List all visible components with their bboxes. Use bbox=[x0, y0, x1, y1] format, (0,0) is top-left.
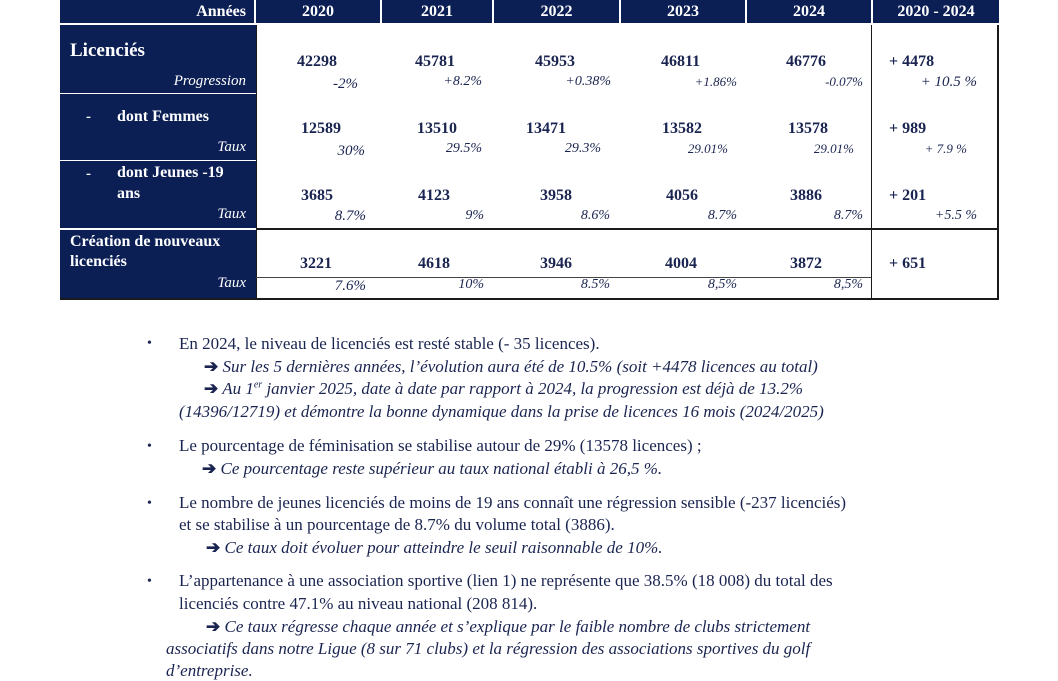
bullet-1-note-3: (14396/12719) et démontre la bonne dynamique dans la prise de licences 16 mois (2024/2025) bbox=[179, 402, 824, 421]
femmes-2023: 13582 bbox=[662, 120, 702, 137]
row-dash-femmes: - bbox=[86, 109, 91, 125]
bullet-4-note-3: d’entreprise. bbox=[166, 661, 253, 680]
taux-femmes-2020: 30% bbox=[337, 143, 365, 159]
bullet-1-text: En 2024, le niveau de licenciés est resté stable (- 35 licences). bbox=[179, 334, 600, 353]
licencies-2022: 45953 bbox=[535, 53, 575, 70]
row-sublabel-taux-creation: Taux bbox=[217, 275, 246, 291]
taux-jeunes-2023: 8.7% bbox=[707, 208, 737, 223]
header-2021: 2021 bbox=[382, 0, 492, 23]
bullet-3-text-line1: Le nombre de jeunes licenciés de moins de 19 ans connaît une régression sensible (-237 licenciés) bbox=[179, 493, 847, 512]
progression-2021: +8.2% bbox=[443, 74, 482, 89]
taux-creation-2023: 8,5% bbox=[707, 277, 737, 292]
bullet-1-note-1: ➔ Sur les 5 dernières années, l’évolution aura été de 10.5% (soit +4478 licences au total) bbox=[204, 357, 818, 376]
progression-total: + 10.5 % bbox=[920, 74, 977, 90]
taux-creation-2021: 10% bbox=[458, 277, 484, 292]
row-label-creation-line1: Création de nouveaux bbox=[70, 233, 221, 250]
bullet-4-note-2: associatifs dans notre Ligue (8 sur 71 clubs) et la régression des associations sportives du golf bbox=[166, 639, 811, 658]
jeunes-2020: 3685 bbox=[301, 187, 333, 204]
bullet-3-marker: • bbox=[147, 496, 152, 511]
creation-2021: 4618 bbox=[418, 255, 450, 272]
taux-jeunes-2021: 9% bbox=[465, 208, 484, 223]
taux-femmes-2021: 29.5% bbox=[445, 141, 482, 156]
header-2024: 2024 bbox=[747, 0, 871, 23]
bullet-4-marker: • bbox=[147, 574, 152, 589]
header-annees: Années bbox=[60, 0, 254, 23]
header-2020: 2020 bbox=[256, 0, 380, 23]
taux-femmes-2022: 29.3% bbox=[564, 141, 601, 156]
header-2020-2024: 2020 - 2024 bbox=[873, 0, 999, 23]
row-label-jeunes-line1: dont Jeunes -19 bbox=[117, 164, 224, 181]
creation-2024: 3872 bbox=[790, 255, 822, 272]
taux-jeunes-2022: 8.6% bbox=[580, 208, 610, 223]
femmes-2024: 13578 bbox=[788, 120, 828, 137]
taux-jeunes-2024: 8.7% bbox=[833, 208, 863, 223]
row-sublabel-progression: Progression bbox=[173, 73, 246, 89]
jeunes-2022: 3958 bbox=[540, 187, 572, 204]
taux-creation-2022: 8.5% bbox=[580, 277, 610, 292]
taux-femmes-total: + 7.9 % bbox=[924, 141, 967, 156]
licencies-2023: 46811 bbox=[661, 53, 701, 70]
bullet-1-note-2: ➔ Au 1er janvier 2025, date à date par rapport à 2024, la progression est déjà de 13.2% bbox=[204, 379, 803, 398]
arrow-icon: ➔ bbox=[206, 538, 221, 557]
femmes-2022: 13471 bbox=[526, 120, 566, 137]
row-label-jeunes-line2: ans bbox=[117, 185, 141, 202]
licencies-total: + 4478 bbox=[889, 53, 935, 70]
row-dash-jeunes: - bbox=[86, 166, 91, 182]
arrow-icon: ➔ bbox=[204, 379, 219, 398]
taux-creation-2020: 7.6% bbox=[334, 278, 366, 294]
jeunes-2023: 4056 bbox=[666, 187, 698, 204]
taux-creation-2024: 8,5% bbox=[833, 277, 863, 292]
progression-2024: -0.07% bbox=[825, 74, 863, 89]
row-sublabel-taux-femmes: Taux bbox=[217, 139, 246, 155]
row-label-creation-line2: licenciés bbox=[70, 253, 127, 270]
licencies-2024: 46776 bbox=[786, 53, 826, 70]
arrow-icon: ➔ bbox=[202, 459, 217, 478]
bullet-2-note-1: ➔ Ce pourcentage reste supérieur au taux national établi à 26,5 %. bbox=[202, 459, 663, 478]
bullet-4-text-line1: L’appartenance à une association sportive (lien 1) ne représente que 38.5% (18 008) du total des bbox=[179, 571, 833, 590]
creation-2023: 4004 bbox=[665, 255, 697, 272]
bullet-1-marker: • bbox=[147, 336, 152, 351]
femmes-2020: 12589 bbox=[301, 120, 341, 137]
row-label-licencies: Licenciés bbox=[70, 40, 145, 61]
progression-2022: +0.38% bbox=[565, 74, 611, 89]
header-2022: 2022 bbox=[494, 0, 619, 23]
licencies-2020: 42298 bbox=[297, 53, 337, 70]
bullet-4-text-line2: licenciés contre 47.1% au niveau national (208 814). bbox=[179, 594, 538, 613]
jeunes-2024: 3886 bbox=[790, 187, 822, 204]
taux-jeunes-total: +5.5 % bbox=[934, 208, 977, 223]
arrow-icon: ➔ bbox=[204, 357, 219, 376]
bullet-4-note-1: ➔ Ce taux régresse chaque année et s’explique par le faible nombre de clubs strictement bbox=[206, 617, 811, 636]
creation-total: + 651 bbox=[889, 255, 927, 272]
femmes-2021: 13510 bbox=[417, 120, 457, 137]
row-label-femmes: dont Femmes bbox=[117, 108, 209, 125]
arrow-icon: ➔ bbox=[206, 617, 221, 636]
header-2023: 2023 bbox=[621, 0, 745, 23]
femmes-total: + 989 bbox=[889, 120, 927, 137]
licencies-2021: 45781 bbox=[415, 53, 455, 70]
jeunes-2021: 4123 bbox=[418, 187, 450, 204]
bullet-3-note-1: ➔ Ce taux doit évoluer pour atteindre le seuil raisonnable de 10%. bbox=[206, 538, 663, 557]
creation-2020: 3221 bbox=[300, 255, 332, 272]
taux-jeunes-2020: 8.7% bbox=[334, 208, 366, 224]
bullet-3-text-line2: et se stabilise à un pourcentage de 8.7% du volume total (3886). bbox=[179, 515, 615, 534]
taux-femmes-2023: 29.01% bbox=[687, 141, 728, 156]
jeunes-total: + 201 bbox=[889, 187, 927, 204]
progression-2023: +1.86% bbox=[694, 74, 737, 89]
row-sublabel-taux-jeunes: Taux bbox=[217, 206, 246, 222]
creation-2022: 3946 bbox=[540, 255, 572, 272]
bullet-2-text: Le pourcentage de féminisation se stabilise autour de 29% (13578 licences) ; bbox=[179, 436, 702, 455]
taux-femmes-2024: 29.01% bbox=[813, 141, 854, 156]
progression-2020: -2% bbox=[333, 76, 358, 92]
bullet-2-marker: • bbox=[147, 439, 152, 454]
